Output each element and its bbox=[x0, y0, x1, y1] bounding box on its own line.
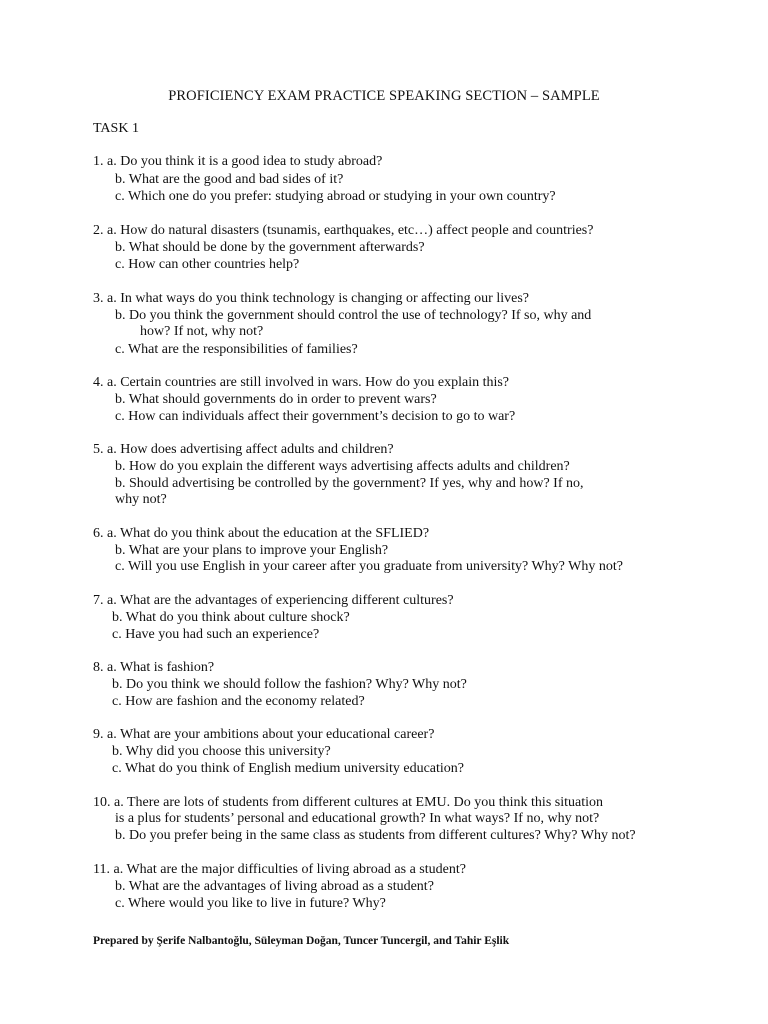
question-line: c. What are the responsibilities of families? bbox=[115, 342, 358, 357]
question-line: b. What are the advantages of living abroad as a student? bbox=[115, 879, 434, 894]
question-line: why not? bbox=[115, 492, 167, 507]
question-line: c. How are fashion and the economy related? bbox=[112, 694, 365, 709]
question-line: b. Do you think we should follow the fashion? Why? Why not? bbox=[112, 677, 467, 692]
question-line: b. What are your plans to improve your English? bbox=[115, 543, 389, 558]
question-line: 1. a. Do you think it is a good idea to study abroad? bbox=[93, 154, 383, 169]
question-line: b. What do you think about culture shock? bbox=[112, 610, 350, 625]
question-line: 4. a. Certain countries are still involved in wars. How do you explain this? bbox=[93, 375, 510, 390]
question-line: b. What should be done by the government afterwards? bbox=[115, 240, 425, 255]
question-line: b. How do you explain the different ways advertising affects adults and children? bbox=[115, 459, 570, 474]
page-title: PROFICIENCY EXAM PRACTICE SPEAKING SECTION – SAMPLE bbox=[168, 88, 600, 104]
question-line: 11. a. What are the major difficulties of living abroad as a student? bbox=[93, 862, 466, 877]
question-line: 10. a. There are lots of students from different cultures at EMU. Do you think this situation bbox=[93, 795, 603, 810]
question-line: c. Will you use English in your career after you graduate from university? Why? Why not? bbox=[115, 559, 623, 574]
question-line: 7. a. What are the advantages of experiencing different cultures? bbox=[93, 593, 454, 608]
task-label: TASK 1 bbox=[93, 121, 139, 136]
question-line: 3. a. In what ways do you think technology is changing or affecting our lives? bbox=[93, 291, 529, 306]
question-line: how? If not, why not? bbox=[140, 324, 264, 339]
question-line: c. Where would you like to live in future? Why? bbox=[115, 896, 386, 911]
question-line: b. Do you think the government should control the use of technology? If so, why and bbox=[115, 308, 592, 323]
question-line: 9. a. What are your ambitions about your educational career? bbox=[93, 727, 435, 742]
question-line: c. How can other countries help? bbox=[115, 257, 300, 272]
question-line: 6. a. What do you think about the education at the SFLIED? bbox=[93, 526, 430, 541]
question-line: 2. a. How do natural disasters (tsunamis, earthquakes, etc…) affect people and countries? bbox=[93, 223, 594, 238]
author-footer: Prepared by Şerife Nalbantoğlu, Süleyman Doğan, Tuncer Tuncergil, and Tahir Eşlik bbox=[93, 935, 510, 947]
question-line: is a plus for students’ personal and educational growth? In what ways? If no, why not? bbox=[115, 811, 600, 826]
question-line: c. Which one do you prefer: studying abroad or studying in your own country? bbox=[115, 189, 556, 204]
question-line: c. How can individuals affect their government’s decision to go to war? bbox=[115, 409, 516, 424]
question-line: b. Why did you choose this university? bbox=[112, 744, 331, 759]
question-line: b. What are the good and bad sides of it? bbox=[115, 172, 344, 187]
question-line: b. Should advertising be controlled by the government? If yes, why and how? If no, bbox=[115, 476, 584, 491]
question-line: b. Do you prefer being in the same class as students from different cultures? Why? Why not? bbox=[115, 828, 636, 843]
question-line: c. Have you had such an experience? bbox=[112, 627, 320, 642]
question-line: 5. a. How does advertising affect adults and children? bbox=[93, 442, 394, 457]
question-line: b. What should governments do in order to prevent wars? bbox=[115, 392, 437, 407]
question-line: 8. a. What is fashion? bbox=[93, 660, 215, 675]
question-line: c. What do you think of English medium university education? bbox=[112, 761, 465, 776]
